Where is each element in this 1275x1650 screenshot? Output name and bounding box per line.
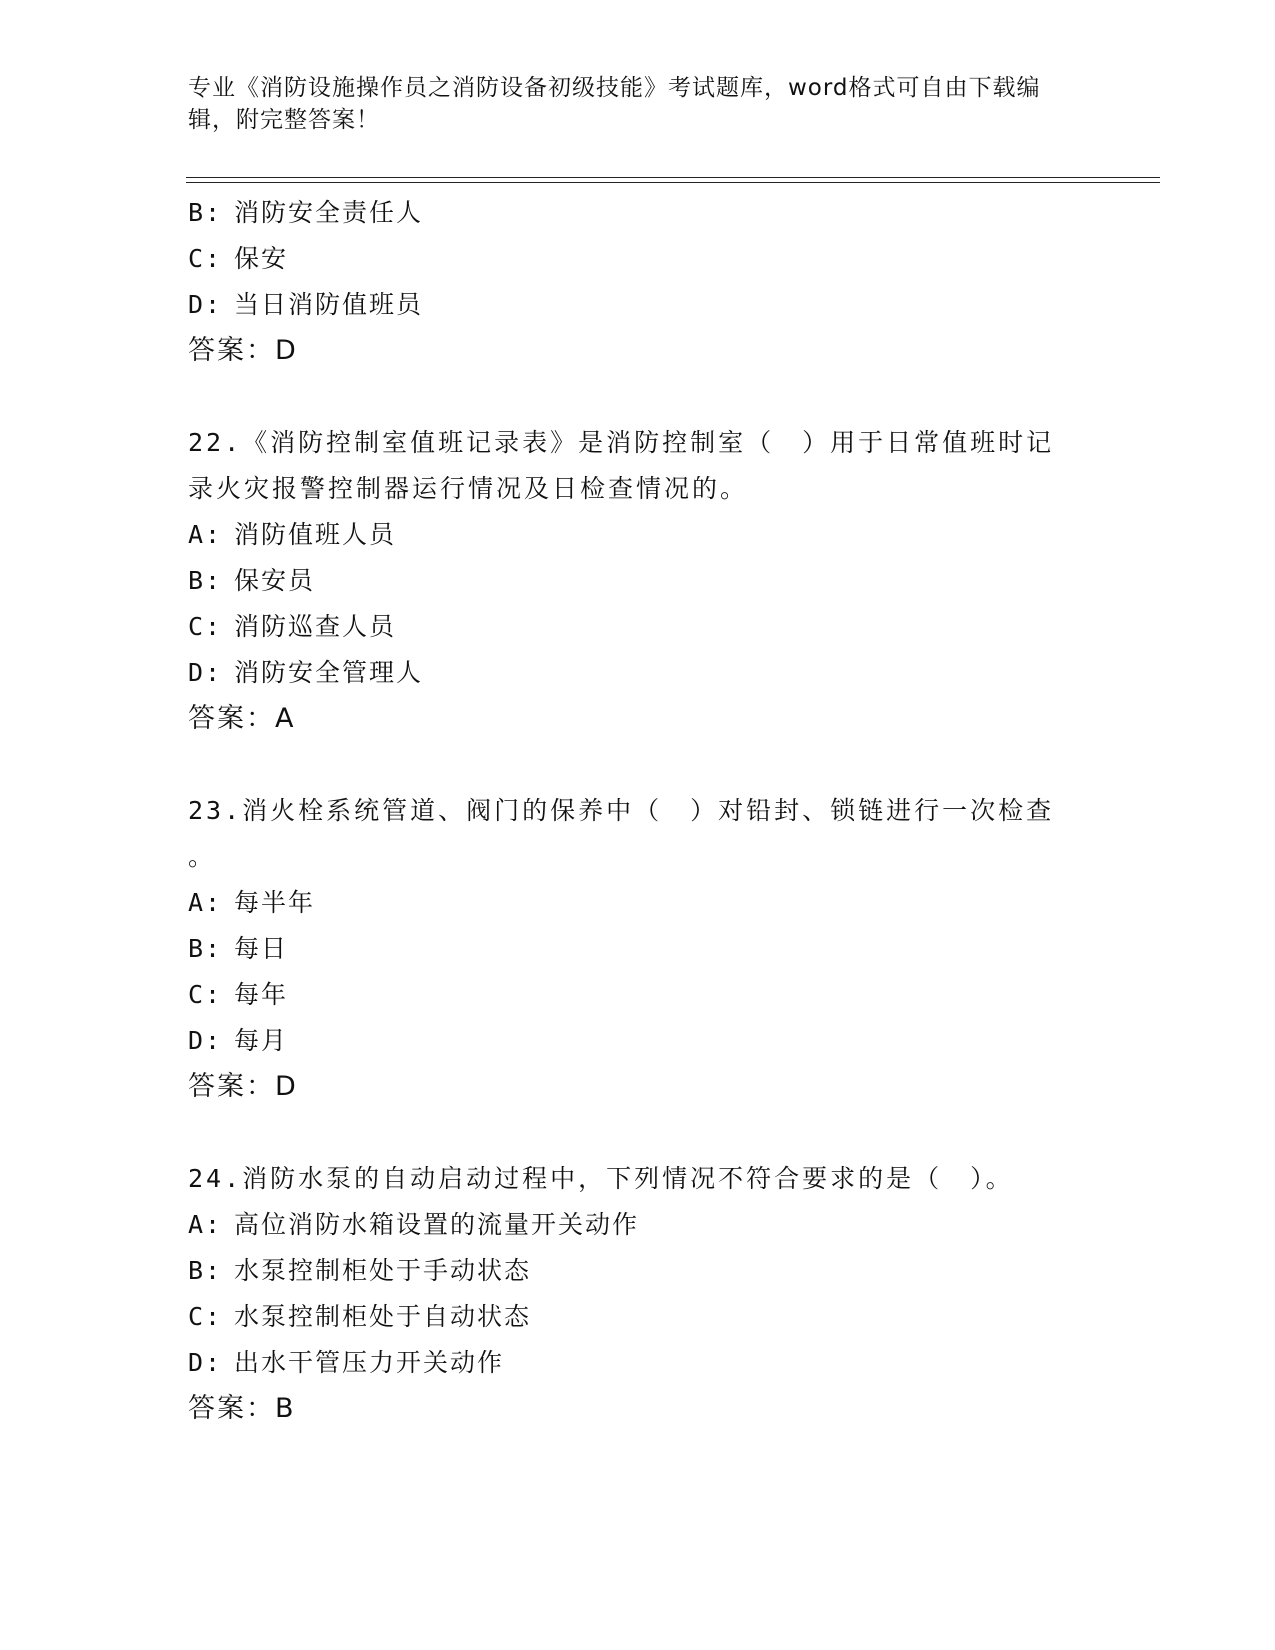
header-divider-top xyxy=(186,177,1160,178)
option-b: B: 每日 xyxy=(188,934,289,963)
option-d: D: 出水干管压力开关动作 xyxy=(188,1348,505,1377)
option-c: C: 水泵控制柜处于自动状态 xyxy=(188,1302,532,1331)
option-c: C: 每年 xyxy=(188,980,289,1009)
option-b: B: 保安员 xyxy=(188,566,316,595)
option-a: A: 每半年 xyxy=(188,888,316,917)
answer: 答案：D xyxy=(188,1071,298,1102)
option-c: C: 保安 xyxy=(188,244,289,273)
question-text-line: 22.《消防控制室值班记录表》是消防控制室（ ）用于日常值班时记 xyxy=(188,428,1055,457)
header-line-1: 专业《消防设施操作员之消防设备初级技能》考试题库，word格式可自由下载编 xyxy=(188,75,1041,101)
question-block-24 xyxy=(188,1156,1088,1432)
question-block-prev xyxy=(188,190,1088,374)
question-block-22 xyxy=(188,420,1088,742)
header-line-2: 辑，附完整答案！ xyxy=(188,107,380,133)
question-text-line: 23.消火栓系统管道、阀门的保养中（ ）对铅封、锁链进行一次检查 xyxy=(188,796,1055,825)
question-text-line: 录火灾报警控制器运行情况及日检查情况的。 xyxy=(188,474,749,503)
question-text-line: 24.消防水泵的自动启动过程中，下列情况不符合要求的是（ ）。 xyxy=(188,1164,1014,1193)
question-block-23 xyxy=(188,788,1088,1110)
option-d: D: 每月 xyxy=(188,1026,289,1055)
answer: 答案：B xyxy=(188,1393,296,1424)
option-b: B: 消防安全责任人 xyxy=(188,198,424,227)
document-header xyxy=(188,72,1068,136)
option-d: D: 当日消防值班员 xyxy=(188,290,424,319)
answer: 答案：A xyxy=(188,703,296,734)
option-d: D: 消防安全管理人 xyxy=(188,658,424,687)
option-a: A: 高位消防水箱设置的流量开关动作 xyxy=(188,1210,640,1239)
question-list xyxy=(188,190,1088,1432)
answer: 答案：D xyxy=(188,335,298,366)
option-a: A: 消防值班人员 xyxy=(188,520,397,549)
header-divider-bottom xyxy=(186,182,1160,183)
option-c: C: 消防巡查人员 xyxy=(188,612,397,641)
question-text-line: 。 xyxy=(188,842,217,871)
option-b: B: 水泵控制柜处于手动状态 xyxy=(188,1256,532,1285)
